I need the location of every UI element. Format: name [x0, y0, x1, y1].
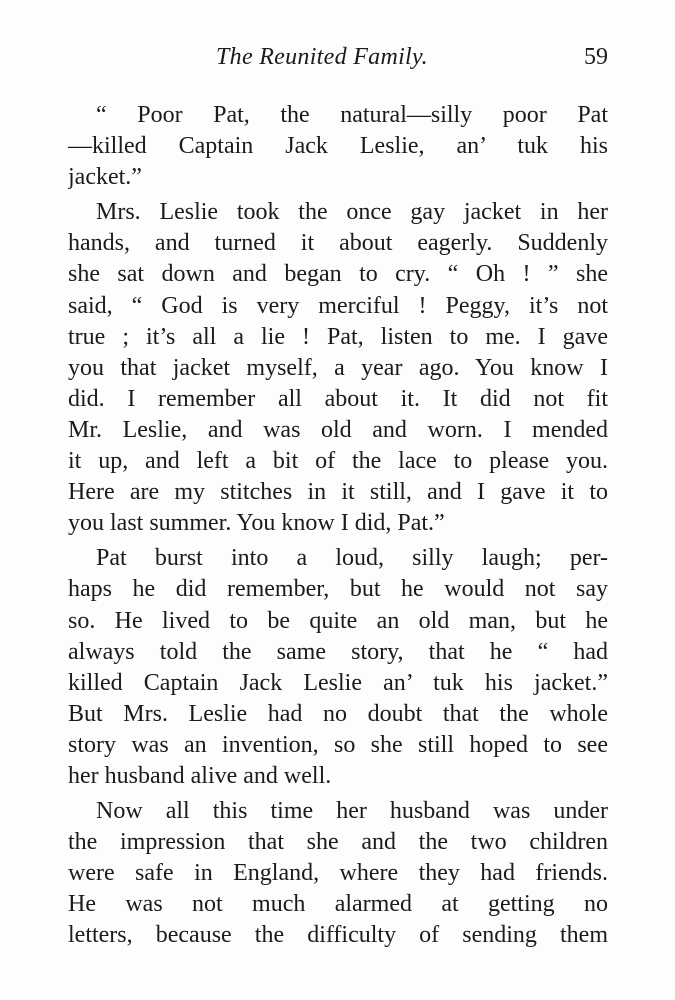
text-line: “ Poor Pat, the natural—silly poor Pat — [96, 102, 608, 128]
text-line: Pat burst into a loud, silly laugh; per- — [96, 545, 608, 572]
paragraph — [68, 543, 608, 792]
text-line: always told the same story, that he “ had — [68, 638, 608, 665]
text-line: were safe in England, where they had friends. — [68, 860, 608, 887]
page-number: 59 — [584, 44, 608, 70]
running-title: The Reunited Family. — [216, 44, 428, 70]
text-line: Here are my stitches in it still, and I gave it to — [68, 479, 608, 506]
text-line: true ; it’s all a lie ! Pat, listen to me. I gave — [68, 323, 608, 350]
text-line: so. He lived to be quite an old man, but he — [68, 607, 608, 634]
text-line: it up, and left a bit of the lace to please you. — [68, 448, 608, 475]
text-line: jacket.” — [68, 164, 142, 191]
text-line: you that jacket myself, a year ago. You know I — [68, 354, 608, 381]
body-text — [68, 100, 608, 952]
text-line: hands, and turned it about eagerly. Suddenly — [68, 230, 608, 257]
text-line: haps he did remember, but he would not say — [68, 576, 608, 603]
text-line: Now all this time her husband was under — [96, 798, 608, 825]
text-line: killed Captain Jack Leslie an’ tuk his jacket.” — [68, 669, 608, 696]
text-line: you last summer. You know I did, Pat.” — [68, 510, 445, 537]
paragraph — [68, 100, 608, 193]
text-line: did. I remember all about it. It did not fit — [68, 385, 608, 412]
running-head — [68, 44, 608, 80]
text-line: Mrs. Leslie took the once gay jacket in her — [96, 199, 608, 226]
text-line: said, “ God is very merciful ! Peggy, it’s not — [68, 292, 608, 319]
text-line: Mr. Leslie, and was old and worn. I mended — [68, 416, 608, 443]
text-line: the impression that she and the two children — [68, 829, 608, 856]
paragraph — [68, 796, 608, 951]
text-line: —killed Captain Jack Leslie, an’ tuk his — [68, 133, 608, 160]
text-line: she sat down and began to cry. “ Oh ! ” she — [68, 261, 608, 288]
text-line: He was not much alarmed at getting no — [68, 891, 608, 918]
paragraph — [68, 197, 608, 539]
text-line: her husband alive and well. — [68, 762, 332, 789]
text-line: But Mrs. Leslie had no doubt that the whole — [68, 700, 608, 727]
text-line: story was an invention, so she still hoped to see — [68, 731, 608, 758]
text-line: letters, because the difficulty of sending them — [68, 922, 608, 949]
